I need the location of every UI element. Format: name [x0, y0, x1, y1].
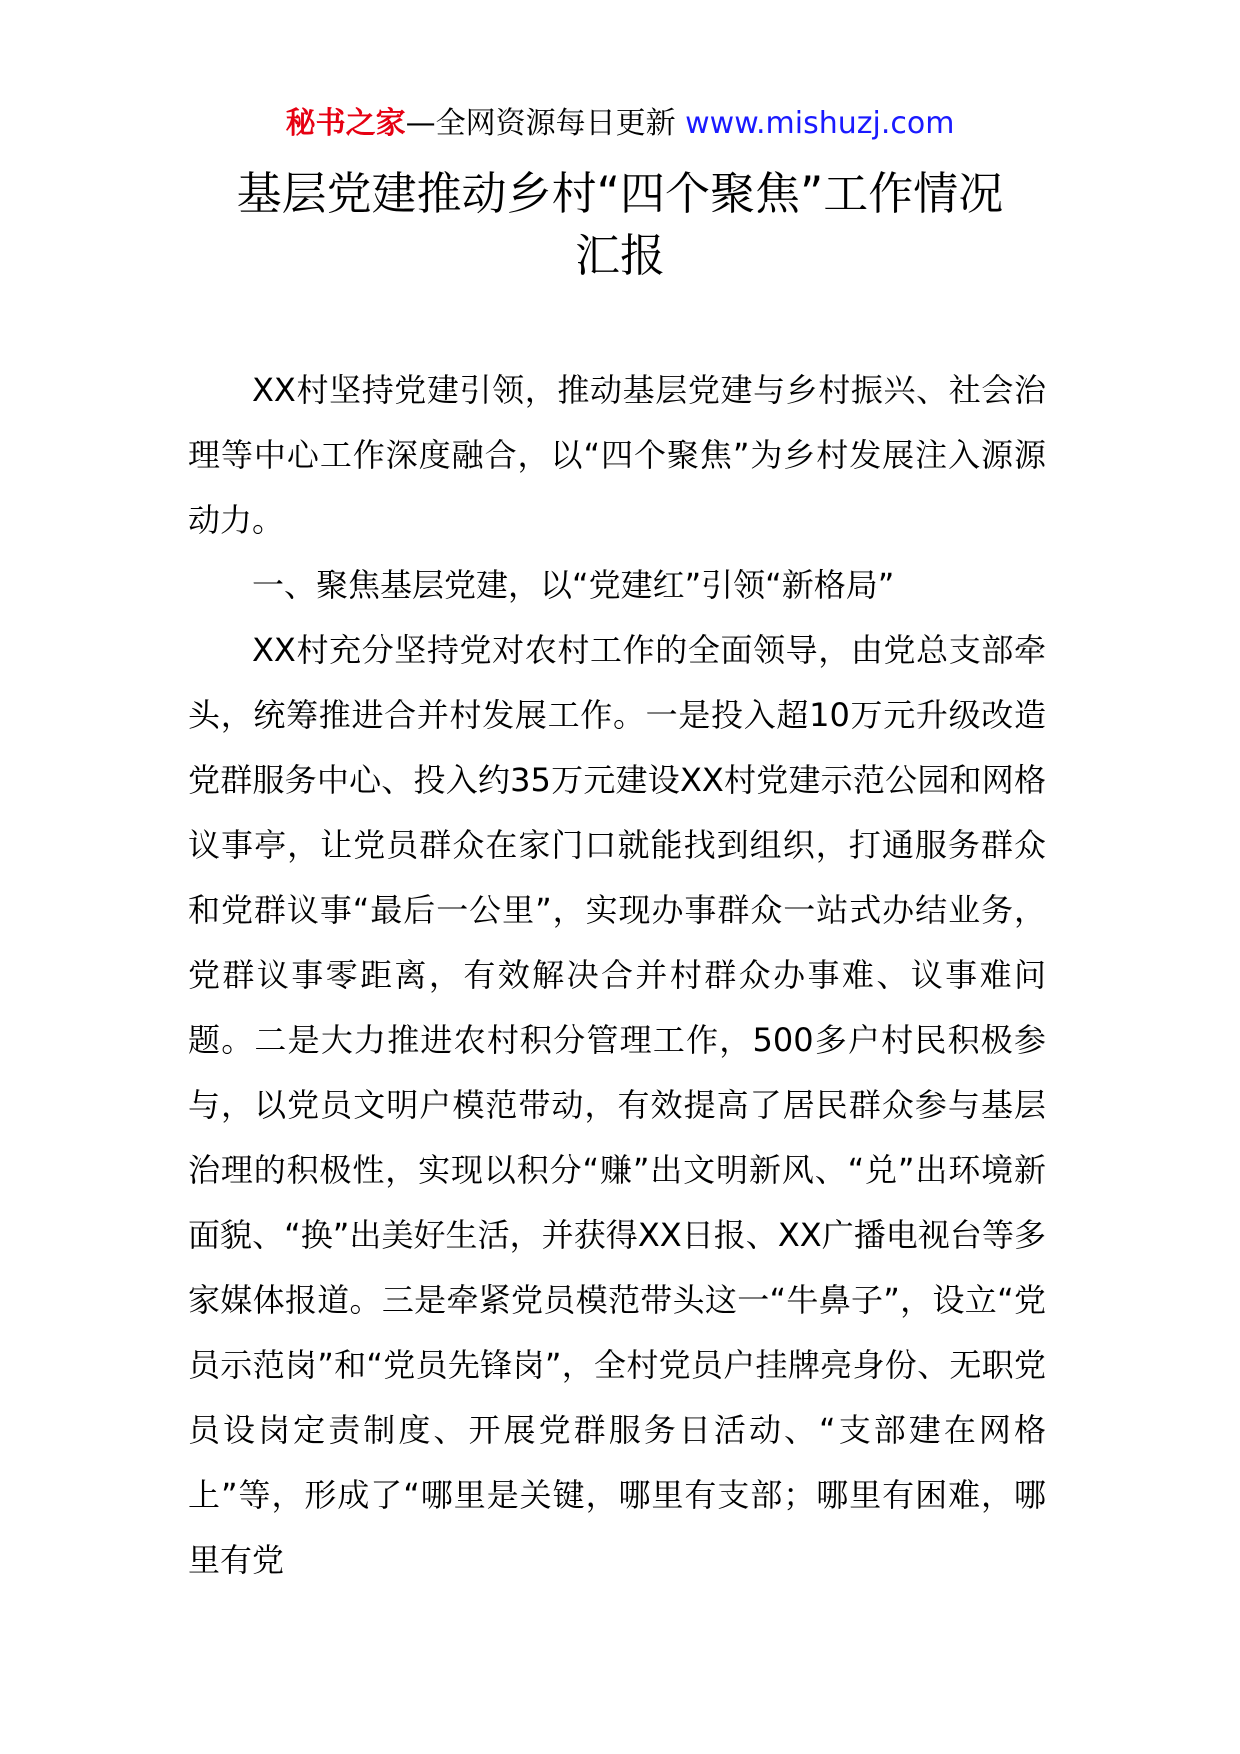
section-heading: 一、聚焦基层党建，以“党建红”引领“新格局” — [252, 566, 895, 604]
document-title-line-2: 汇报 — [574, 229, 665, 282]
body-paragraph: XX村充分坚持党对农村工作的全面领导，由党总支部牵头，统筹推进合并村发展工作。一是投入超10万元升级改造党群服务中心、投入约35万元建设XX村党建示范公园和网格议事亭，让党员群众在家门口就能找到组织，打通服务群众和党群议事“最后一公里”，实现办事群众一站式办结业务，党群议事零距离，有效解决合并村群众办事难、议事难问题。二是大力推进农村积分管理工作，500多户村民积极参与，以党员文明户模范带动，有效提高了居民群众参与基层治理的积极性，实现以积分“赚”出文明新风、“兑”出环境新面貌、“换”出美好生活，并获得XX日报、XX广播电视台等多家媒体报道。三是牵紧党员模范带头这一“牛鼻子”，设立“党员示范岗”和“党员先锋岗”，全村党员户挂牌亮身份、无职党员设岗定责制度、开展党群服务日活动、“支部建在网格上”等，形成了“哪里是关键，哪里有支部；哪里有困难，哪里有党 — [188, 631, 1046, 1579]
document-title-line-1: 基层党建推动乡村“四个聚焦”工作情况 — [236, 167, 1004, 220]
intro-paragraph: XX村坚持党建引领，推动基层党建与乡村振兴、社会治理等中心工作深度融合，以“四个聚焦”为乡村发展注入源源动力。 — [188, 371, 1046, 539]
document-title — [160, 163, 1080, 287]
site-tagline: —全网资源每日更新 — [405, 106, 676, 141]
site-header — [0, 98, 1240, 150]
document-body — [188, 358, 1046, 1593]
site-brand: 秘书之家 — [285, 106, 406, 141]
site-url-link[interactable]: www.mishuzj.com — [685, 106, 955, 141]
